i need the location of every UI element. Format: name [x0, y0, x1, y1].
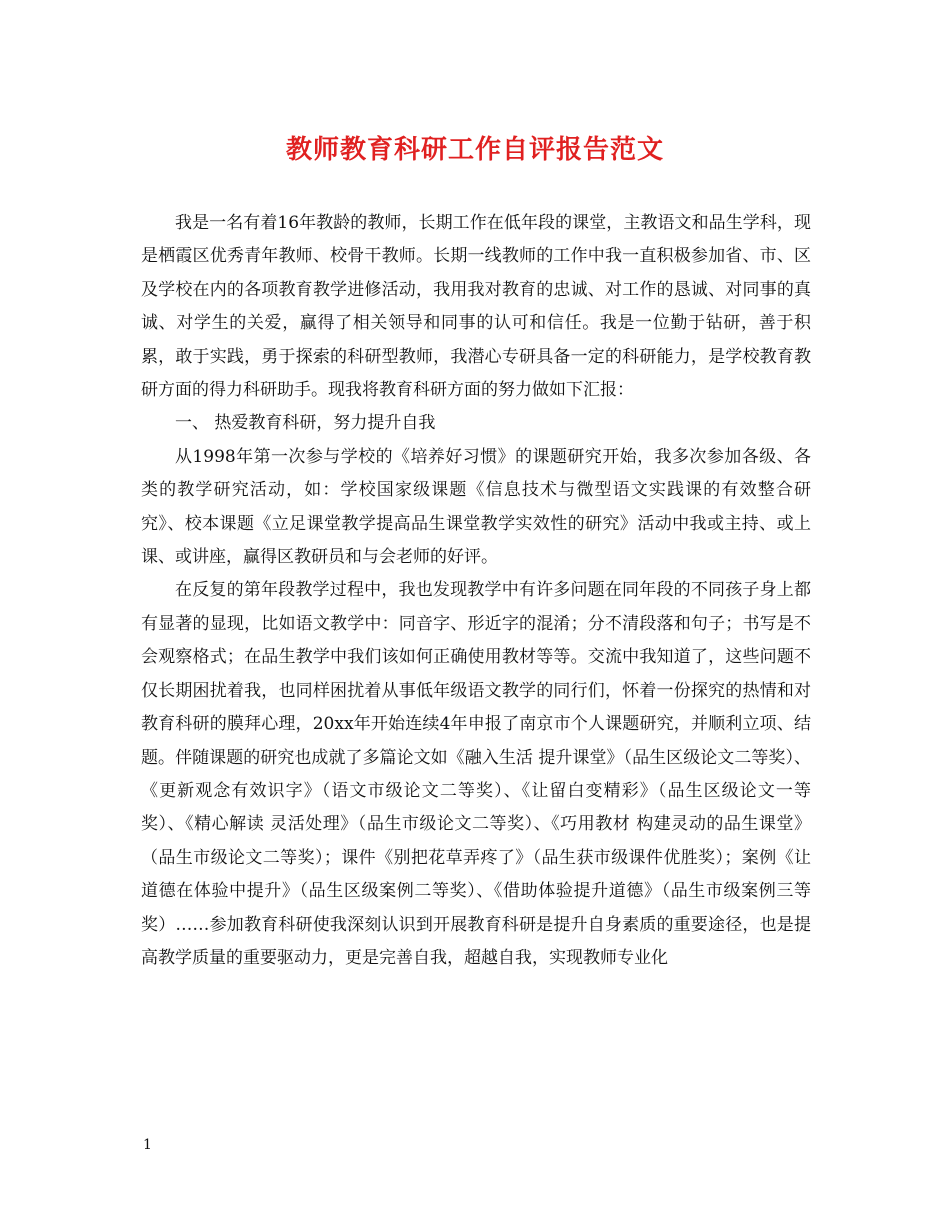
paragraph-intro: 我是一名有着16年教龄的教师，长期工作在低年段的课堂，主教语文和品生学科，现是栖霞区优秀青年教师、校骨干教师。长期一线教师的工作中我一直积极参加省、市、区及学校在内的各项教育教学进修活动，我用我对教育的忠诚、对工作的恳诚、对同事的真诚、对学生的关爱，赢得了相关领导和同事的认可和信任。我是一位勤于钻研，善于积累，敢于实践，勇于探索的科研型教师，我潜心专研具备一定的科研能力，是学校教育教研方面的得力科研助手。现我将教育科研方面的努力做如下汇报： — [141, 213, 811, 401]
section-heading: 一、 热爱教育科研，努力提升自我 — [175, 413, 436, 434]
page-number: 1 — [143, 1137, 152, 1153]
document-title: 教师教育科研工作自评报告范文 — [285, 135, 664, 165]
document-body — [141, 207, 811, 975]
paragraph-research-history: 从1998年第一次参与学校的《培养好习惯》的课题研究开始，我多次参加各级、各类的教学研究活动，如：学校国家级课题《信息技术与微型语文实践课的有效整合研究》、校本课题《立足课堂教学提高品生课堂教学实效性的研究》活动中我或主持、或上课、或讲座，赢得区教研员和与会老师的好评。 — [141, 446, 811, 568]
paragraph-research-outcomes: 在反复的第年段教学过程中，我也发现教学中有许多问题在同年段的不同孩子身上都有显著的显现，比如语文教学中：同音字、形近字的混淆；分不清段落和句子；书写是不会观察格式；在品生教学中我们该如何正确使用教材等等。交流中我知道了，这些问题不仅长期困扰着我，也同样困扰着从事低年级语文教学的同行们，怀着一份探究的热情和对教育科研的膜拜心理，20xx年开始连续4年申报了南京市个人课题研究，并顺利立项、结题。伴随课题的研究也成就了多篇论文如《融入生活 提升课堂》（品生区级论文二等奖）、《更新观念有效识字》（语文市级论文二等奖）、《让留白变精彩》（品生区级论文一等奖）、《精心解读 灵活处理》（品生市级论文二等奖）、《巧用教材 构建灵动的品生课堂》（品生市级论文二等奖）；课件《别把花草弄疼了》（品生获市级课件优胜奖）；案例《让道德在体验中提升》（品生区级案例二等奖）、《借助体验提升道德》（品生市级案例三等奖）……参加教育科研使我深刻认识到开展教育科研是提升自身素质的重要途径，也是提高教学质量的重要驱动力，更是完善自我，超越自我，实现教师专业化 — [141, 580, 811, 968]
